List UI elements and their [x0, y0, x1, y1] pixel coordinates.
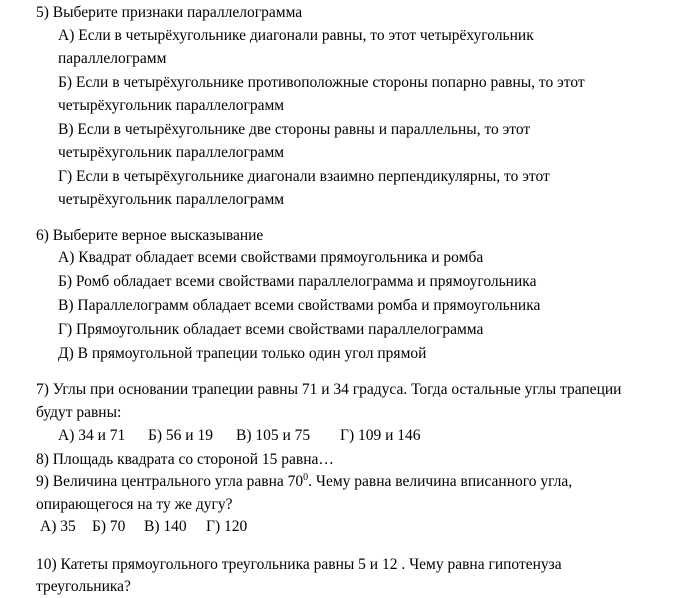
q9-line2: опирающегося на ту же дугу? — [36, 496, 233, 513]
q9-option-b: Б) 70 — [92, 518, 126, 535]
q8-line1: 8) Площадь квадрата со стороной 15 равна… — [36, 451, 334, 468]
q9-line1-pre: 9) Величина центрального угла равна 70 — [36, 473, 304, 490]
q6-option-c: В) Параллелограмм обладает всеми свойствами ромба и прямоугольника — [58, 297, 541, 314]
q10-line2: треугольника? — [36, 578, 131, 595]
q9-line1 — [36, 472, 572, 492]
q7-option-b: Б) 56 и 19 — [148, 427, 213, 444]
q6-option-e: Д) В прямоугольной трапеции только один угол прямой — [58, 345, 427, 362]
q5-option-d-line2: четырёхугольник параллелограмм — [58, 191, 285, 208]
q6-option-a: А) Квадрат обладает всеми свойствами прямоугольника и ромба — [58, 249, 484, 266]
q7-line2: будут равны: — [36, 404, 122, 421]
q7-line1: 7) Углы при основании трапеции равны 71 и 34 градуса. Тогда остальные углы трапеции — [36, 381, 622, 398]
q9-line1-post: . Чему равна величина вписанного угла, — [308, 473, 573, 490]
q5-option-c-line2: четырёхугольник параллелограмм — [58, 144, 285, 161]
q9-option-d: Г) 120 — [206, 518, 248, 535]
q7-option-a: А) 34 и 71 — [58, 427, 126, 444]
q9-option-a: А) 35 — [40, 518, 76, 535]
q10-line1: 10) Катеты прямоугольного треугольника равны 5 и 12 . Чему равна гипотенуза — [36, 556, 562, 573]
q6-title: 6) Выберите верное высказывание — [36, 227, 264, 244]
q5-option-c-line1: В) Если в четырёхугольнике две стороны равны и параллельны, то этот — [58, 121, 531, 138]
q5-title: 5) Выберите признаки параллелограмма — [36, 4, 303, 21]
q5-option-b-line1: Б) Если в четырёхугольнике противоположные стороны попарно равны, то этот — [58, 74, 585, 91]
q5-option-a-line1: А) Если в четырёхугольнике диагонали равны, то этот четырёхугольник — [58, 27, 534, 44]
q7-option-c: В) 105 и 75 — [236, 427, 311, 444]
q5-option-b-line2: четырёхугольник параллелограмм — [58, 97, 285, 114]
q9-degree-superscript: 0 — [303, 471, 309, 483]
q5-option-d-line1: Г) Если в четырёхугольнике диагонали взаимно перпендикулярны, то этот — [58, 168, 550, 185]
q6-option-d: Г) Прямоугольник обладает всеми свойствами параллелограмма — [58, 321, 484, 338]
q7-option-d: Г) 109 и 146 — [340, 427, 421, 444]
q6-option-b: Б) Ромб обладает всеми свойствами параллелограмма и прямоугольника — [58, 273, 537, 290]
q5-option-a-line2: параллелограмм — [58, 50, 167, 67]
q9-option-c: В) 140 — [144, 518, 187, 535]
